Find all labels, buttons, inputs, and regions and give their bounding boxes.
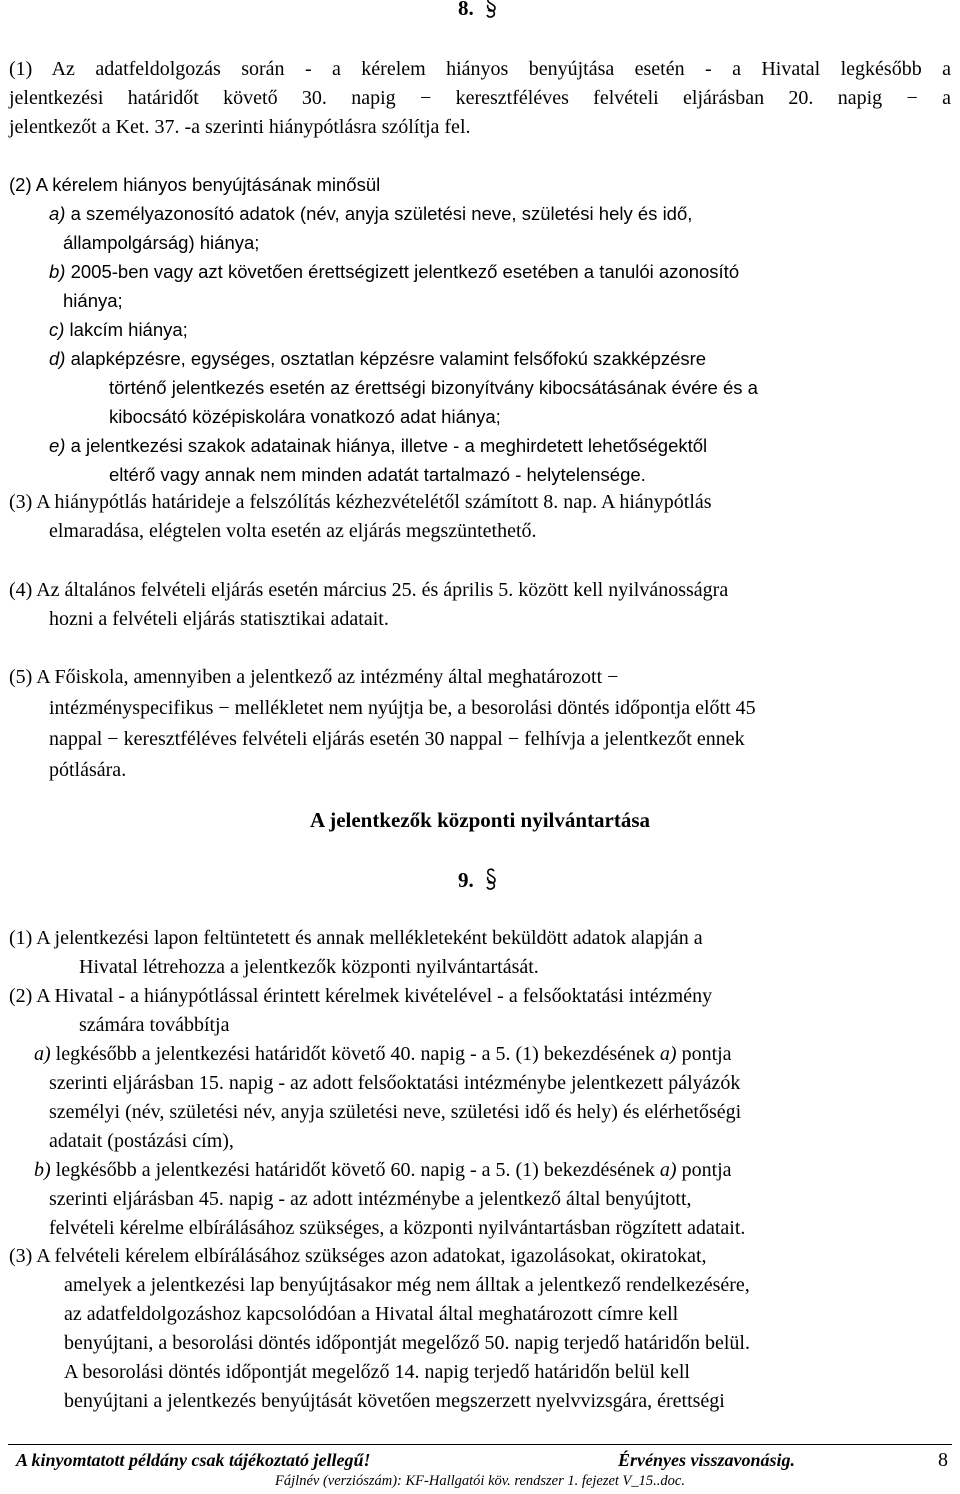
text-line: A besorolási döntés időpontját megelőző 14. napig terjedő határidőn belül kell xyxy=(64,1361,690,1383)
page-number: 8 xyxy=(938,1449,948,1471)
text-line: az adatfeldolgozáshoz kapcsolódóan a Hivatal által meghatározott címre kell xyxy=(64,1303,679,1325)
text-line: (5) A Főiskola, amennyiben a jelentkező az intézmény által meghatározott − xyxy=(9,666,619,688)
text-line: alapképzésre, egységes, osztatlan képzésre valamint felsőfokú szakképzésre xyxy=(65,348,707,369)
list-label: c) xyxy=(49,319,65,340)
list-label: e) xyxy=(49,435,66,456)
text-line: lakcím hiánya; xyxy=(64,319,188,340)
text-line: állampolgárság) hiánya; xyxy=(63,232,260,253)
text-line: felvételi kérelme elbírálásához szükséges, a központi nyilvántartásban rögzített adatait. xyxy=(49,1217,746,1239)
paragraph-sign-icon xyxy=(485,868,497,890)
list-label: a) xyxy=(34,1043,51,1065)
list-label: b) xyxy=(49,261,66,282)
section-number: 8. xyxy=(458,0,474,20)
text-line: elmaradása, elégtelen volta esetén az eljárás megszüntethető. xyxy=(49,520,537,542)
text-line: benyújtani, a besorolási döntés időpontját megelőző 50. napig terjedő határidőn belül. xyxy=(64,1332,750,1354)
section-8-paragraph-3 xyxy=(9,488,712,546)
list-label: b) xyxy=(34,1159,51,1181)
section-9-paragraph-2 xyxy=(9,982,712,1040)
footer-rule xyxy=(8,1444,952,1445)
text-line: benyújtani a jelentkezés benyújtását követően megszerzett nyelvvizsgára, érettségi xyxy=(64,1390,725,1412)
section-9-paragraph-3 xyxy=(9,1242,750,1416)
footer-filename: Fájlnév (verziószám): KF-Hallgatói köv. rendszer 1. fejezet V_15..doc. xyxy=(275,1473,685,1489)
section-8-paragraph-4 xyxy=(9,576,728,634)
reference-label: a) xyxy=(659,1159,677,1181)
section-8-heading xyxy=(458,0,497,23)
section-number: 9. xyxy=(458,868,474,892)
section-8-paragraph-1 xyxy=(9,55,951,142)
text-line: szerinti eljárásban 15. napig - az adott felsőoktatási intézménybe jelentkezett pályázók xyxy=(49,1072,741,1094)
text-line: szerinti eljárásban 45. napig - az adott intézménybe a jelentkező által benyújtott, xyxy=(49,1188,692,1210)
text-line: (1) Az adatfeldolgozás során - a kérelem hiányos benyújtása esetén - a Hivatal legkésőbb a xyxy=(9,58,951,80)
text-line: intézményspecifikus − mellékletet nem nyújtja be, a besorolási döntés időpontja előtt 45 xyxy=(49,697,756,719)
section-8-paragraph-2 xyxy=(9,170,380,199)
text-line: (2) A Hivatal - a hiánypótlással érintett kérelmek kivételével - a felsőoktatási intézmény xyxy=(9,985,713,1007)
text-line: (3) A hiánypótlás határideje a felszólítás kézhezvételétől számított 8. nap. A hiánypótlás xyxy=(9,491,712,513)
section-title: A jelentkezők központi nyilvántartása xyxy=(309,808,651,832)
text-line: legkésőbb a jelentkezési határidőt követő 40. napig - a 5. (1) bekezdésének xyxy=(50,1043,660,1065)
text-line: (2) A kérelem hiányos benyújtásának minősül xyxy=(9,174,381,195)
text-line: Hivatal létrehozza a jelentkezők központi nyilvántartását. xyxy=(79,956,539,978)
section-9-paragraph-1 xyxy=(9,924,703,982)
text-line: kibocsátó középiskolára vonatkozó adat hiánya; xyxy=(109,406,501,427)
text-line: nappal − keresztféléves felvételi eljárás esetén 30 nappal − felhívja a jelentkezőt ennek xyxy=(49,728,745,750)
text-line: amelyek a jelentkezési lap benyújtásakor még nem álltak a jelentkező rendelkezésére, xyxy=(64,1274,750,1296)
text-line: pótlására. xyxy=(49,759,127,781)
list-item-b xyxy=(49,257,739,315)
text-line: pontja xyxy=(676,1043,732,1065)
reference-label: a) xyxy=(659,1043,677,1065)
text-line: (1) A jelentkezési lapon feltüntetett és annak mellékleteként beküldött adatok alapján a xyxy=(9,927,703,949)
text-line: adatait (postázási cím), xyxy=(49,1130,234,1152)
list-item-e xyxy=(49,431,707,489)
text-line: (4) Az általános felvételi eljárás esetén március 25. és április 5. között kell nyilvánosságra xyxy=(9,579,729,601)
text-line: a jelentkezési szakok adatainak hiánya, illetve - a meghirdetett lehetőségektől xyxy=(65,435,708,456)
text-line: pontja xyxy=(676,1159,732,1181)
text-line: (3) A felvételi kérelem elbírálásához szükséges azon adatokat, igazolásokat, okiratokat, xyxy=(9,1245,707,1267)
text-line: 2005-ben vagy azt követően érettségizett jelentkező esetében a tanulói azonosító xyxy=(65,261,740,282)
section-9-item-a xyxy=(34,1040,741,1156)
section-8-paragraph-5 xyxy=(9,662,756,786)
text-line: eltérő vagy annak nem minden adatát tartalmazó - helytelensége. xyxy=(109,464,646,485)
footer-validity: Érvényes visszavonásig. xyxy=(618,1450,795,1470)
text-line: számára továbbítja xyxy=(79,1014,230,1036)
section-9-item-b xyxy=(34,1156,745,1243)
text-line: jelentkezőt a Ket. 37. -a szerinti hiánypótlásra szólítja fel. xyxy=(9,116,471,138)
list-item-c xyxy=(49,315,188,344)
list-item-a xyxy=(49,199,692,257)
list-item-d xyxy=(49,344,758,431)
text-line: hozni a felvételi eljárás statisztikai adatait. xyxy=(49,608,389,630)
paragraph-sign-icon xyxy=(485,0,497,18)
footer-disclaimer: A kinyomtatott példány csak tájékoztató jellegű! xyxy=(16,1450,371,1470)
text-line: a személyazonosító adatok (név, anyja születési neve, születési hely és idő, xyxy=(65,203,693,224)
text-line: személyi (név, születési név, anyja születési neve, születési idő és hely) és elérhetőségi xyxy=(49,1101,742,1123)
list-label: a) xyxy=(49,203,66,224)
text-line: hiánya; xyxy=(63,290,123,311)
section-9-heading xyxy=(458,866,497,895)
text-line: legkésőbb a jelentkezési határidőt követő 60. napig - a 5. (1) bekezdésének xyxy=(50,1159,660,1181)
list-label: d) xyxy=(49,348,66,369)
text-line: történő jelentkezés esetén az érettségi bizonyítvány kibocsátásának évére és a xyxy=(109,377,758,398)
text-line: jelentkezési határidőt követő 30. napig − keresztféléves felvételi eljárásban 20. napig − a xyxy=(9,87,951,109)
